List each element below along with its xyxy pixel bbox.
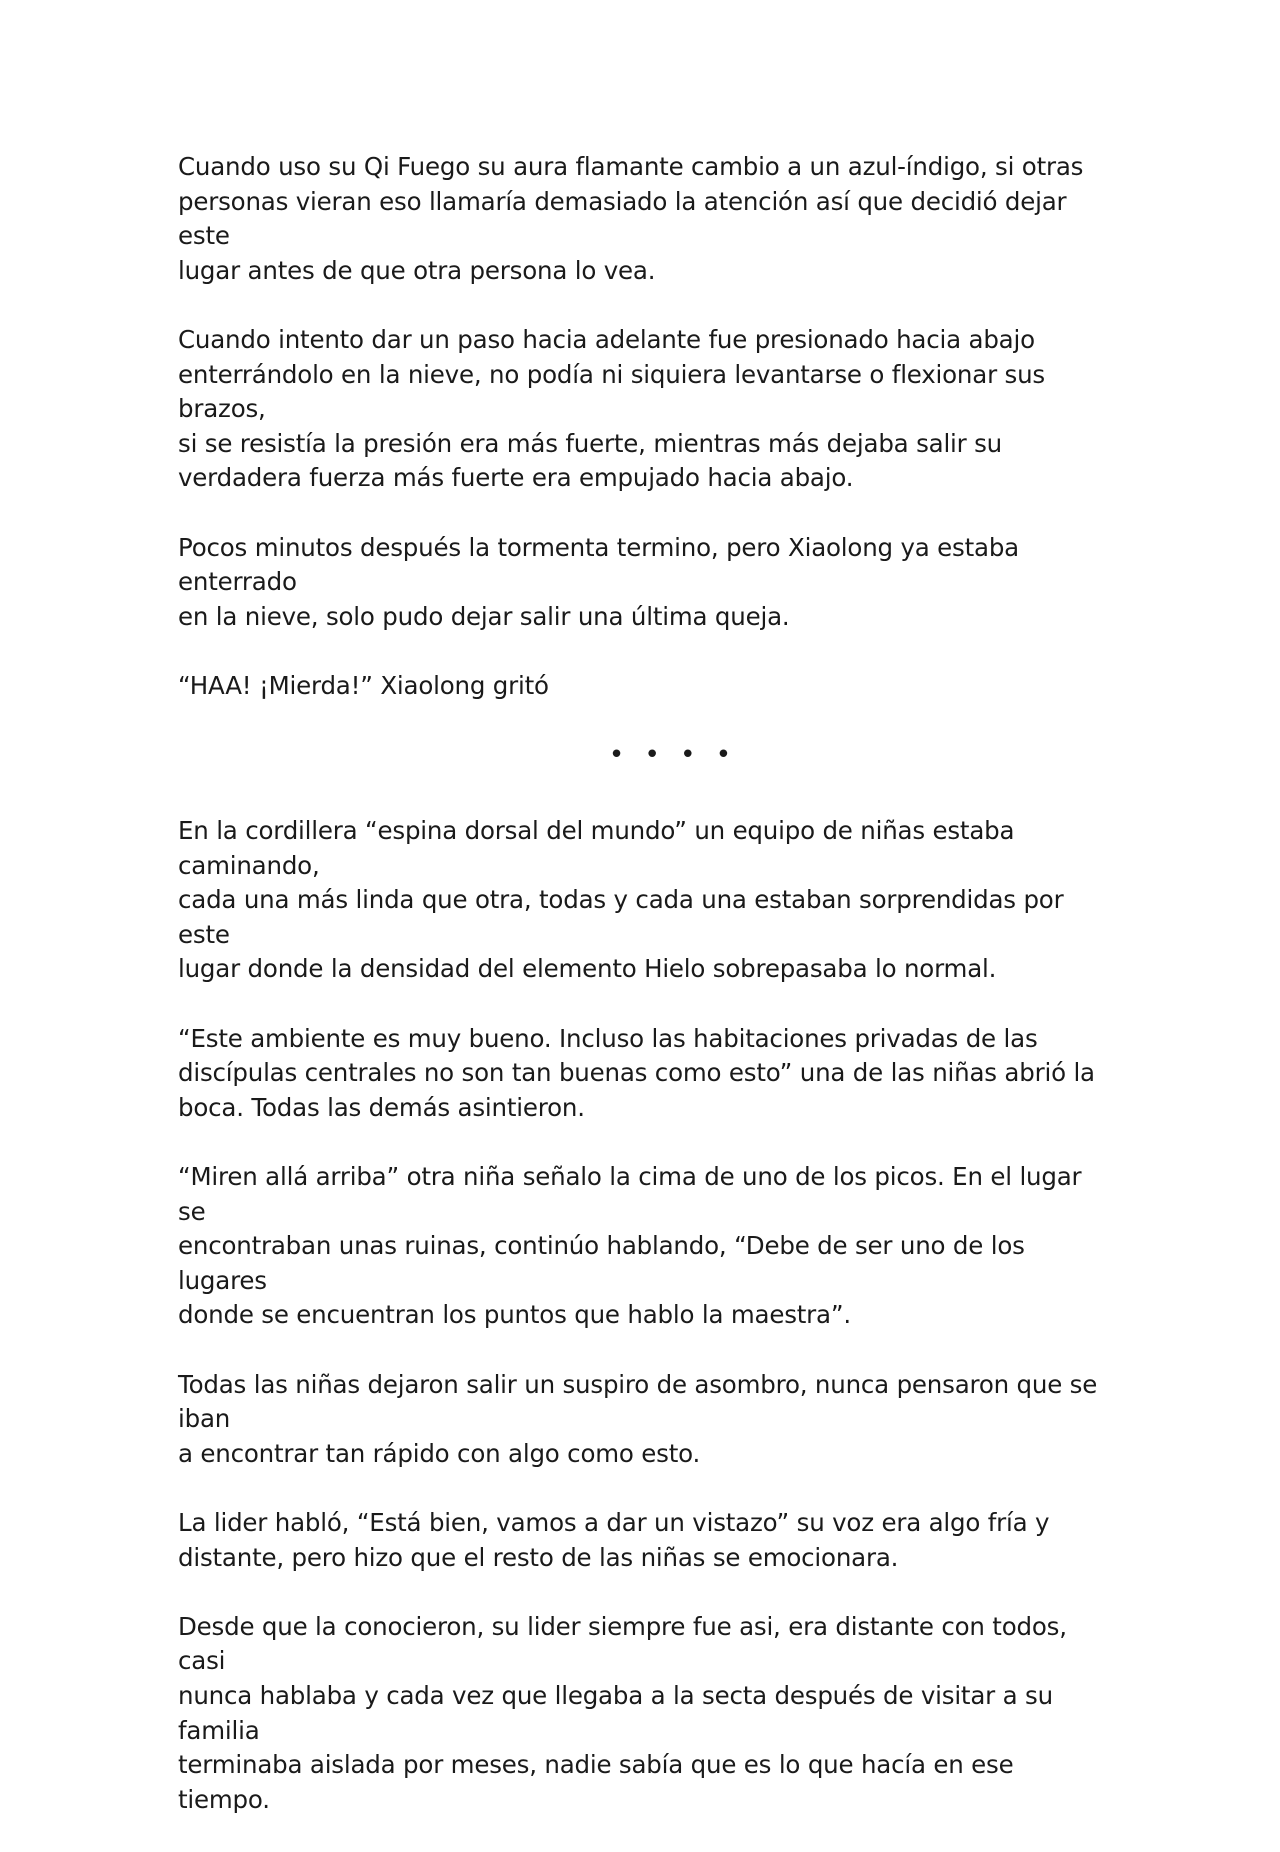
document-body: [178, 150, 1108, 1852]
paragraph: En la cordillera “espina dorsal del mundo” un equipo de niñas estaba caminando, cada una más linda que otra, todas y cada una estaban sorprendidas por este lugar donde la densidad del elemento Hielo sobrepasaba lo normal.: [178, 816, 1064, 984]
scene-separator: • • • •: [608, 740, 738, 771]
paragraph: Todas las niñas dejaron salir un suspiro de asombro, nunca pensaron que se iban a encontrar tan rápido con algo como esto.: [178, 1369, 1098, 1468]
paragraph: La lider habló, “Está bien, vamos a dar un vistazo” su voz era algo fría y distante, pero hizo que el resto de las niñas se emocionara.: [178, 1507, 1050, 1572]
paragraph: Pocos minutos después la tormenta termino, pero Xiaolong ya estaba enterrado en la nieve, solo pudo dejar salir una última queja.: [178, 532, 1019, 631]
dialogue-line: “HAA! ¡Mierda!” Xiaolong gritó: [178, 670, 549, 700]
paragraph: “Este ambiente es muy bueno. Incluso las habitaciones privadas de las discípulas centrales no son tan buenas como esto” una de las niñas abrió la boca. Todas las demás asintieron.: [178, 1023, 1095, 1122]
paragraph: Cuando intento dar un paso hacia adelante fue presionado hacia abajo enterrándolo en la nieve, no podía ni siquiera levantarse o flexionar sus brazos, si se resistía la presión era más fuerte, mientras más dejaba salir su verdadera fuerza más fuerte era empujado hacia abajo.: [178, 324, 1045, 493]
paragraph: “Miren allá arriba” otra niña señalo la cima de uno de los picos. En el lugar se encontraban unas ruinas, continúo hablando, “Debe de ser uno de los lugares donde se encuentran los puntos que hablo la maestra”.: [178, 1162, 1082, 1330]
paragraph: Desde que la conocieron, su lider siempre fue asi, era distante con todos, casi nunca hablaba y cada vez que llegaba a la secta después de visitar a su familia terminaba aislada por meses, nadie sabía que es lo que hacía en ese tiempo.: [178, 1611, 1067, 1814]
paragraph: Cuando uso su Qi Fuego su aura flamante cambio a un azul-índigo, si otras personas vieran eso llamaría demasiado la atención así que decidió dejar este lugar antes de que otra persona lo vea.: [178, 152, 1084, 285]
